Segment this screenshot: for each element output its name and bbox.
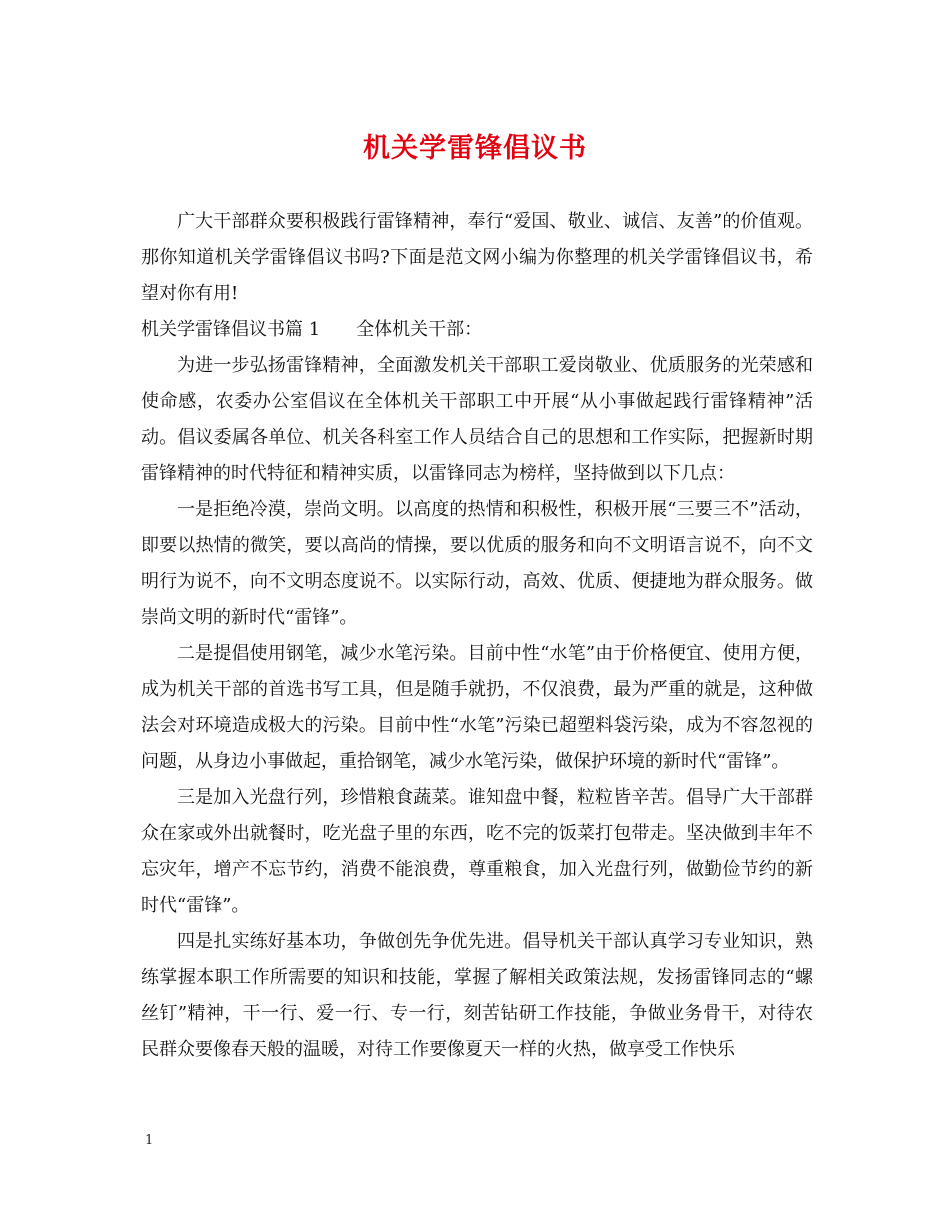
- salutation: 全体机关干部：: [356, 319, 483, 340]
- document-body: [141, 204, 813, 1068]
- section-heading: 机关学雷锋倡议书篇 1: [141, 319, 321, 340]
- body-paragraph: 为进一步弘扬雷锋精神，全面激发机关干部职工爱岗敬业、优质服务的光荣感和使命感，农委办公室倡议在全体机关干部职工中开展“从小事做起践行雷锋精神”活动。倡议委属各单位、机关各科室工作人员结合自己的思想和工作实际，把握新时期雷锋精神的时代特征和精神实质，以雷锋同志为榜样，坚持做到以下几点：: [141, 355, 813, 484]
- body-paragraph: 一是拒绝冷漠，崇尚文明。以高度的热情和积极性，积极开展“三要三不”活动，即要以热情的微笑，要以高尚的情操，要以优质的服务和向不文明语言说不，向不文明行为说不，向不文明态度说不。以实际行动，高效、优质、便捷地为群众服务。做崇尚文明的新时代“雷锋”。: [141, 499, 813, 628]
- intro-paragraph: 广大干部群众要积极践行雷锋精神，奉行“爱国、敬业、诚信、友善”的价值观。那你知道机关学雷锋倡议书吗?下面是范文网小编为你整理的机关学雷锋倡议书，希望对你有用!: [141, 211, 813, 304]
- body-paragraph: 三是加入光盘行列，珍惜粮食蔬菜。谁知盘中餐，粒粒皆辛苦。倡导广大干部群众在家或外出就餐时，吃光盘子里的东西，吃不完的饭菜打包带走。坚决做到丰年不忘灾年，增产不忘节约，消费不能浪费，尊重粮食，加入光盘行列，做勤俭节约的新时代“雷锋”。: [141, 787, 813, 916]
- body-paragraph: 二是提倡使用钢笔，减少水笔污染。目前中性“水笔”由于价格便宜、使用方便，成为机关干部的首选书写工具，但是随手就扔，不仅浪费，最为严重的就是，这种做法会对环境造成极大的污染。目前中性“水笔”污染已超塑料袋污染，成为不容忽视的问题，从身边小事做起，重拾钢笔，减少水笔污染，做保护环境的新时代“雷锋”。: [141, 643, 813, 772]
- section-heading-line: [141, 312, 813, 348]
- document-title: 机关学雷锋倡议书: [363, 133, 587, 164]
- body-paragraph: 四是扎实练好基本功，争做创先争优先进。倡导机关干部认真学习专业知识，熟练掌握本职工作所需要的知识和技能，掌握了解相关政策法规，发扬雷锋同志的“螺丝钉”精神，干一行、爱一行、专一行，刻苦钻研工作技能，争做业务骨干，对待农民群众要像春天般的温暖，对待工作要像夏天一样的火热，做享受工作快乐: [141, 931, 813, 1060]
- page-number: 1: [145, 1133, 154, 1148]
